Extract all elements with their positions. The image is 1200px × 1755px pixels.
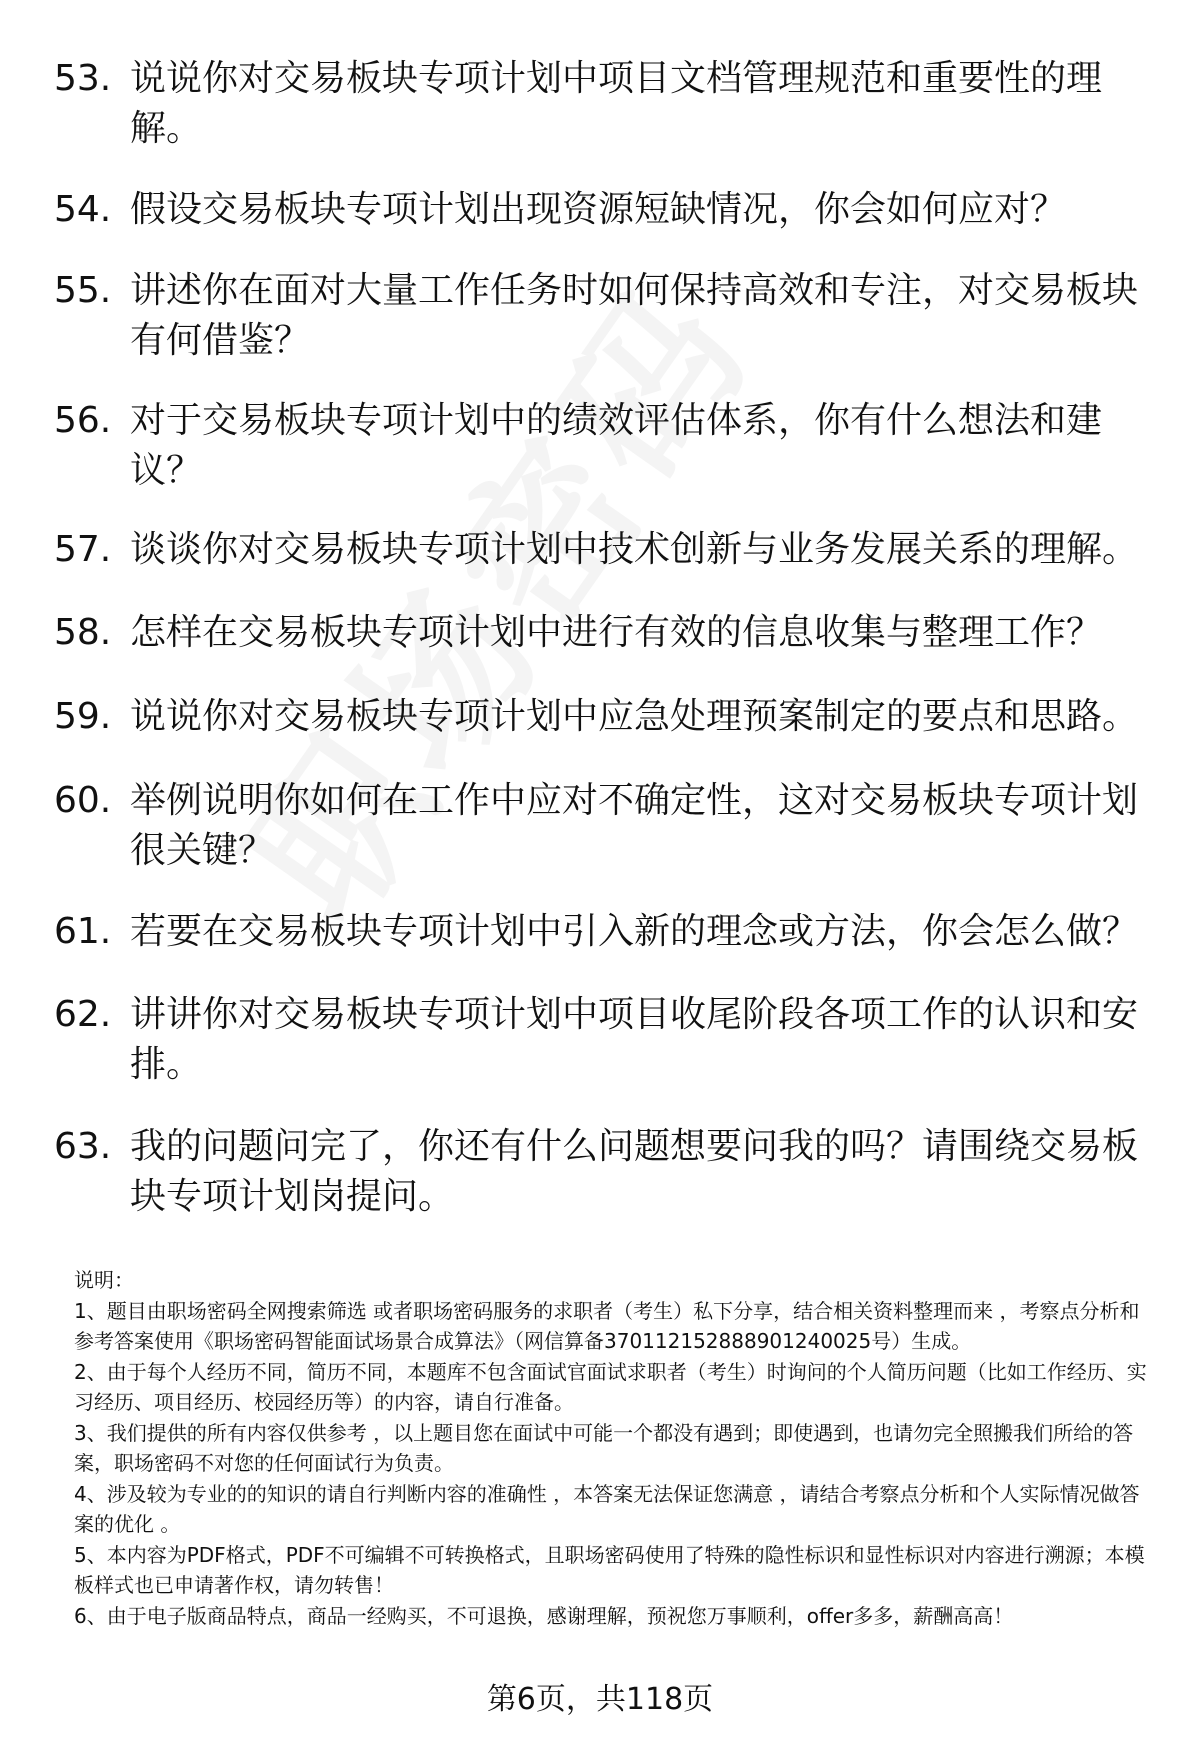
question-number: 58. — [54, 612, 112, 653]
question-text: 说说你对交易板块专项计划中项目文档管理规范和重要性的理解。 — [130, 58, 1103, 149]
question-number: 61. — [54, 911, 112, 952]
note-item: 5、本内容为PDF格式，PDF不可编辑不可转换格式，且职场密码使用了特殊的隐性标识和显性标识对内容进行溯源；本模板样式也已申请著作权，请勿转售！ — [74, 1542, 1145, 1597]
question-number: 55. — [54, 270, 112, 311]
question-text: 谈谈你对交易板块专项计划中技术创新与业务发展关系的理解。 — [130, 529, 1139, 570]
question-text: 对于交易板块专项计划中的绩效评估体系，你有什么想法和建议？ — [130, 400, 1103, 491]
note-item: 4、涉及较为专业的的知识的请自行判断内容的准确性 ，本答案无法保证您满意 ，请结合考察点分析和个人实际情况做答案的优化 。 — [74, 1481, 1140, 1536]
question-number: 59. — [54, 696, 112, 737]
note-item: 3、我们提供的所有内容仅供参考 ，以上题目您在面试中可能一个都没有遇到；即使遇到，也请勿完全照搬我们所给的答案，职场密码不对您的任何面试行为负责。 — [74, 1420, 1134, 1475]
note-item: 1、题目由职场密码全网搜索筛选 或者职场密码服务的求职者（考生）私下分享，结合相关资料整理而来 ，考察点分析和参考答案使用《职场密码智能面试场景合成算法》（网信算备370112152888901240025号）生成。 — [74, 1298, 1140, 1353]
note-item: 2、由于每个人经历不同，简历不同，本题库不包含面试官面试求职者（考生）时询问的个人简历问题（比如工作经历、实习经历、项目经历、校园经历等）的内容，请自行准备。 — [74, 1359, 1147, 1414]
question-text: 我的问题问完了，你还有什么问题想要问我的吗？请围绕交易板块专项计划岗提问。 — [130, 1126, 1139, 1217]
question-number: 62. — [54, 994, 112, 1035]
question-text: 说说你对交易板块专项计划中应急处理预案制定的要点和思路。 — [130, 696, 1139, 737]
question-number: 63. — [54, 1126, 112, 1167]
question-text: 举例说明你如何在工作中应对不确定性，这对交易板块专项计划很关键？ — [130, 780, 1139, 871]
question-number: 54. — [54, 189, 112, 230]
question-text: 讲讲你对交易板块专项计划中项目收尾阶段各项工作的认识和安排。 — [130, 994, 1139, 1085]
question-text: 假设交易板块专项计划出现资源短缺情况，你会如何应对？ — [130, 189, 1067, 230]
question-number: 56. — [54, 400, 112, 441]
note-item: 6、由于电子版商品特点，商品一经购买，不可退换，感谢理解，预祝您万事顺利，offer多多，薪酬高高！ — [74, 1603, 1014, 1628]
notes-title: 说明： — [74, 1268, 134, 1292]
question-number: 60. — [54, 780, 112, 821]
question-text: 讲述你在面对大量工作任务时如何保持高效和专注，对交易板块有何借鉴？ — [130, 270, 1139, 361]
page-number: 第6页，共118页 — [486, 1682, 714, 1717]
question-text: 怎样在交易板块专项计划中进行有效的信息收集与整理工作？ — [130, 612, 1103, 653]
question-text: 若要在交易板块专项计划中引入新的理念或方法，你会怎么做？ — [130, 911, 1139, 952]
disclaimer-notes — [74, 1265, 1154, 1631]
question-number: 53. — [54, 58, 112, 99]
question-number: 57. — [54, 529, 112, 570]
